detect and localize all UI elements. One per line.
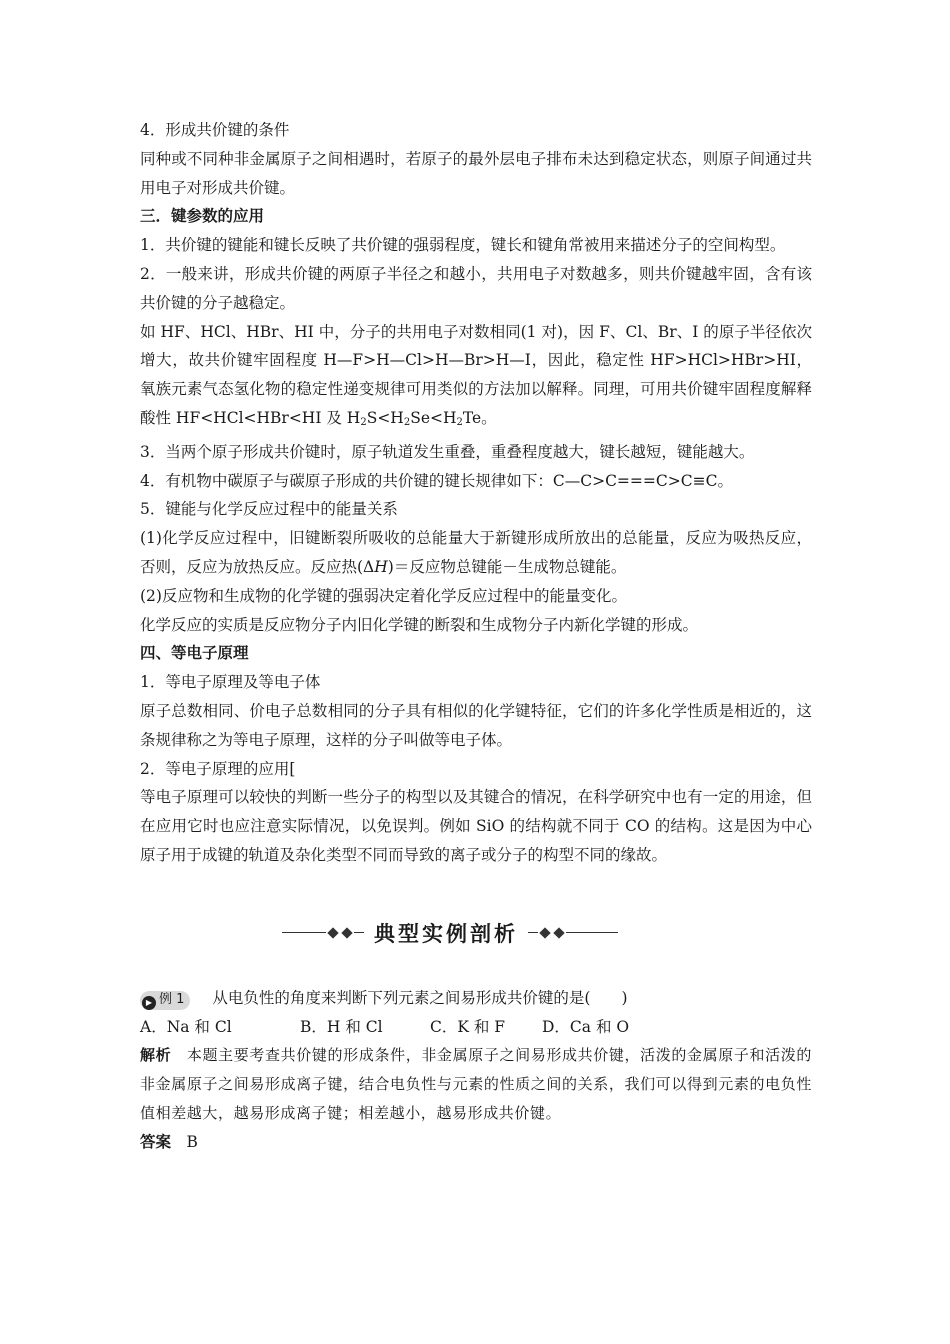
- paragraph: 2．一般来讲，形成共价键的两原子半径之和越小，共用电子对数越多，则共价键越牢固，含有该共价键的分子越稳定。: [140, 264, 812, 312]
- option-a: A．Na 和 Cl: [140, 1017, 232, 1036]
- explanation-label: 解析: [140, 1046, 172, 1065]
- banner-rule-right-short: [528, 932, 538, 933]
- section-heading-bond-parameters: 三．键参数的应用: [140, 206, 265, 226]
- answer-label: 答案: [140, 1131, 172, 1151]
- answer-value: B: [186, 1132, 198, 1151]
- example-badge: ▶ 例 1: [140, 991, 190, 1010]
- play-icon: ▶: [142, 996, 156, 1010]
- paragraph: 等电子原理可以较快的判断一些分子的构型以及其键合的情况，在科学研究中也有一定的用途，但在应用它时也应注意实际情况，以免误判。例如 SiO 的结构就不同于 CO 的结构。这是因为中心原子用于成键的轨道及杂化类型不同而导致的离子或分子的构型不同的缘故。: [140, 788, 812, 864]
- paragraph: 1．共价键的键能和键长反映了共价键的强弱程度，键长和键角常被用来描述分子的空间构型。: [140, 236, 786, 255]
- paragraph: 5．键能与化学反应过程中的能量关系: [140, 500, 398, 519]
- section-heading-bond-conditions: 4．形成共价键的条件: [140, 121, 290, 139]
- option-b: B．H 和 Cl: [300, 1017, 383, 1036]
- paragraph: 2．等电子原理的应用[: [140, 759, 296, 778]
- section-banner: [140, 910, 760, 956]
- diamond-icon: [553, 927, 564, 938]
- example-question: ▶ 例 1 从电负性的角度来判断下列元素之间易形成共价键的是( ): [140, 984, 812, 1013]
- banner-rule-left-short: [354, 932, 364, 933]
- paragraph: 同种或不同种非金属原子之间相遇时，若原子的最外层电子排布未达到稳定状态，则原子间通过共用电子对形成共价键。: [140, 149, 812, 197]
- paragraph: 4．有机物中碳原子与碳原子形成的共价键的键长规律如下：C—C>C===C>C≡C。: [140, 471, 733, 490]
- diamond-icon: [327, 927, 338, 938]
- paragraph: 化学反应的实质是反应物分子内旧化学键的断裂和生成物分子内新化学键的形成。: [140, 615, 699, 634]
- banner-rule-left: [282, 932, 326, 933]
- diamond-icon: [341, 927, 352, 938]
- option-d: D．Ca 和 O: [542, 1017, 630, 1036]
- option-c: C．K 和 F: [430, 1017, 506, 1036]
- paragraph: (2)反应物和生成物的化学键的强弱决定着化学反应过程中的能量变化。: [140, 586, 627, 605]
- example-1: [140, 984, 812, 1157]
- paragraph-hydrogen-halides: 如 HF、HCl、HBr、HI 中，分子的共用电子对数相同(1 对)，因 F、Cl、Br、I 的原子半径依次增大，故共价键牢固程度 H—F>H—Cl>H—Br>H—I，因此，稳定性 HF>HCl>HBr>HI，氧族元素气态氢化物的稳定性递变规律可用类似的方法加以解释。同理，可用共价键牢固程度解释酸性 HF<HCl<HBr<HI 及 $H_2S<H_2Se<H_2Te$。: [140, 322, 812, 428]
- paragraph: 1．等电子原理及等电子体: [140, 673, 321, 692]
- paragraph: 3．当两个原子形成共价键时，原子轨道发生重叠，重叠程度越大，键长越短，键能越大。: [140, 442, 755, 461]
- paragraph: 原子总数相同、价电子总数相同的分子具有相似的化学键特征，它们的许多化学性质是相近的，这条规律称之为等电子原理，这样的分子叫做等电子体。: [140, 701, 812, 749]
- section-heading-isoelectronic: 四、等电子原理: [140, 643, 249, 663]
- example-options: [140, 1013, 812, 1042]
- paragraph-reaction-heat: (1)化学反应过程中，旧键断裂所吸收的总能量大于新键形成所放出的总能量，反应为吸热反应，否则，反应为放热反应。反应热(ΔH)＝反应物总键能－生成物总键能。: [140, 529, 812, 576]
- banner-rule-right: [566, 932, 618, 933]
- banner-title: 典型实例剖析: [374, 921, 518, 946]
- example-explanation: 解析 本题主要考查共价键的形成条件，非金属原子之间易形成共价键，活泼的金属原子和活泼的非金属原子之间易形成离子键，结合电负性与元素的性质之间的关系，我们可以得到元素的电负性值相差越大，越易形成离子键；相差越小，越易形成共价键。: [140, 1046, 812, 1122]
- example-answer: [140, 1128, 812, 1157]
- diamond-icon: [539, 927, 550, 938]
- document-body: [140, 116, 812, 1157]
